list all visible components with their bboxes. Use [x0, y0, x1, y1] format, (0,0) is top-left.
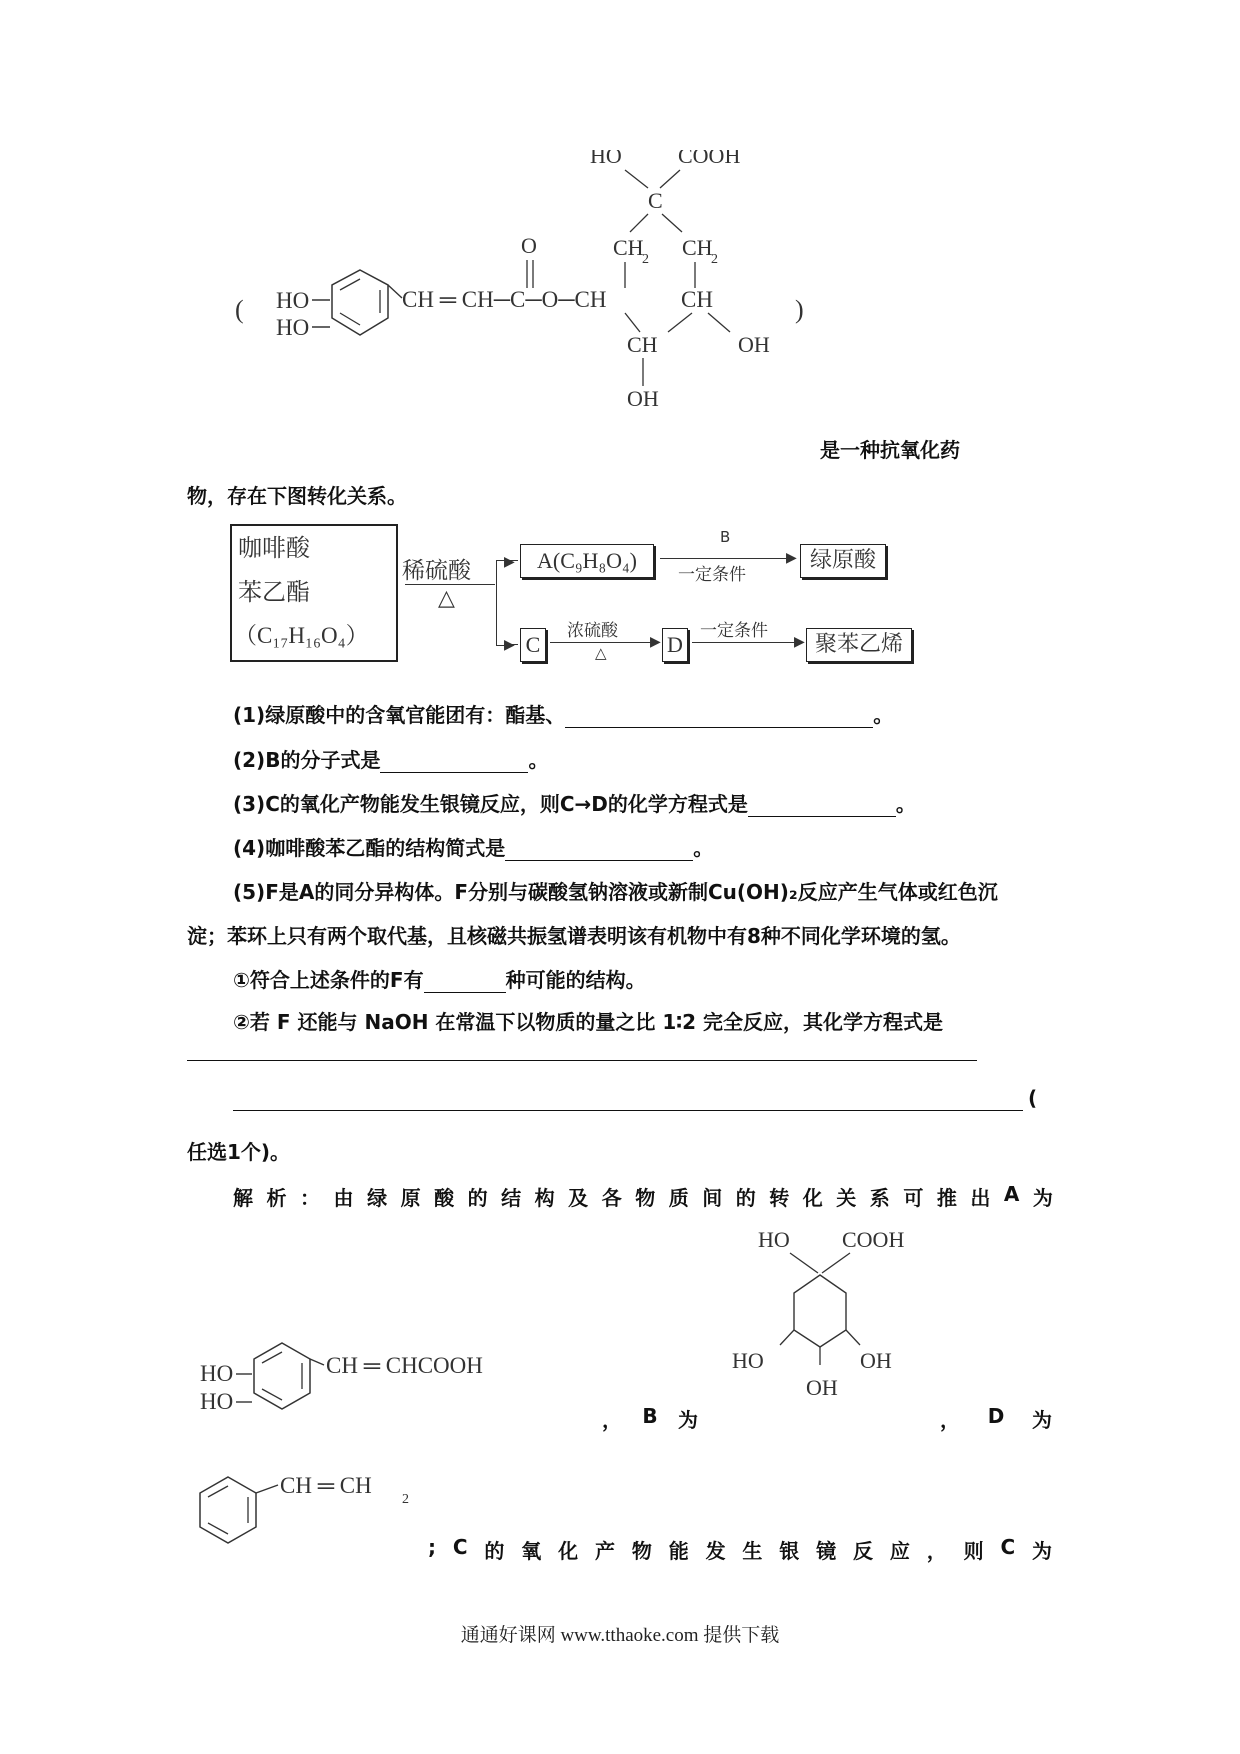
- question-5-line1: (5)F是A的同分异构体。F分别与碳酸氢钠溶液或新制Cu(OH)₂反应产生气体或红色沉: [233, 880, 998, 904]
- svg-text:2: 2: [711, 252, 718, 267]
- svg-text:HO: HO: [732, 1348, 764, 1373]
- svg-text:COOH: COOH: [842, 1227, 905, 1252]
- structure-lvyuansuan: [230, 150, 930, 460]
- answer-blank[interactable]: [380, 752, 528, 773]
- svg-text:2: 2: [642, 252, 649, 267]
- reactant-name-1: 咖啡酸: [238, 534, 310, 562]
- analysis-b-label: ， B 为: [602, 1404, 698, 1432]
- intro-line1-end: 是一种抗氧化药: [820, 438, 960, 462]
- svg-text:OH: OH: [860, 1348, 892, 1373]
- answer-line[interactable]: [233, 1090, 1023, 1111]
- svg-text:CH ═ CH: CH ═ CH: [280, 1473, 372, 1498]
- ch-right: CH: [681, 287, 713, 312]
- answer-blank[interactable]: [505, 840, 693, 861]
- c-center: C: [648, 188, 663, 213]
- product-a-box: A(C₉H₈O₄): [520, 544, 654, 578]
- question-5-line2: 淀；苯环上只有两个取代基，且核磁共振氢谱表明该有机物中有8种不同化学环境的氢。: [187, 924, 961, 948]
- svg-text:HO: HO: [200, 1361, 234, 1386]
- svg-text:HO: HO: [200, 1389, 234, 1414]
- product-c-box: C: [520, 628, 546, 662]
- ch-bottom: CH: [627, 332, 658, 357]
- oh-bottom: OH: [627, 386, 659, 411]
- ho-label: HO: [276, 288, 310, 313]
- reagent-dilute-acid: 稀硫酸: [402, 558, 471, 584]
- ho-top: HO: [590, 150, 622, 168]
- ho-label: HO: [276, 315, 310, 340]
- answer-blank[interactable]: [565, 707, 873, 728]
- svg-text:HO: HO: [758, 1227, 790, 1252]
- analysis-c-line: ; C 的 氧 化 产 物 能 发 生 银 镜 反 应 ， 则 C 为: [428, 1535, 1052, 1563]
- reactant-formula: （C₁₇H₁₆O₄）: [234, 623, 369, 648]
- cooh-top: COOH: [678, 150, 741, 168]
- paren-open: (: [235, 295, 244, 324]
- reagent-conc-acid: 浓硫酸: [567, 621, 618, 641]
- cyclohexane-ring: [794, 1275, 846, 1347]
- question-3: (3)C的氧化产物能发生银镜反应，则C→D的化学方程式是 。: [233, 792, 916, 816]
- question-2: (2)B的分子式是 。: [233, 748, 549, 772]
- reactant-box: [230, 524, 398, 662]
- reaction-scheme: 咖啡酸 苯乙酯 （C₁₇H₁₆O₄） 稀硫酸 △ ▶ ▶ A(C₉H₈O₄) B ▶ 一定条件 绿原酸 C 浓硫酸 ▶ △ D 一定条件 ▶ 聚苯乙烯: [230, 524, 920, 674]
- answer-line[interactable]: [187, 1040, 977, 1061]
- any-one-note: 任选1个)。: [187, 1140, 291, 1164]
- oh-right: OH: [738, 332, 770, 357]
- reactant-name-2: 苯乙酯: [238, 578, 310, 606]
- heat-symbol: △: [595, 644, 607, 662]
- answer-blank[interactable]: [424, 972, 506, 993]
- question-4: (4)咖啡酸苯乙酯的结构简式是 。: [233, 836, 714, 860]
- question-1: (1)绿原酸中的含氧官能团有：酯基、 。: [233, 703, 894, 727]
- svg-text:OH: OH: [806, 1375, 838, 1400]
- intro-line2: 物，存在下图转化关系。: [187, 484, 407, 508]
- ch2-left: CH: [613, 235, 644, 260]
- structure-a: [190, 1325, 570, 1435]
- ester-chain: CH ═ CH─C─O─CH: [402, 287, 607, 312]
- analysis-d-label: ， D 为: [940, 1404, 1052, 1432]
- paren-open: (: [1028, 1086, 1038, 1110]
- paren-close: ): [795, 295, 804, 324]
- analysis-line1: 解 析 ： 由 绿 原 酸 的 结 构 及 各 物 质 间 的 转 化 关 系 可 推 出 A 为: [233, 1182, 1053, 1210]
- structure-d: [190, 1465, 450, 1555]
- carbonyl-o: O: [521, 233, 537, 258]
- question-5-sub1: ①符合上述条件的F有 种可能的结构。: [233, 968, 646, 992]
- svg-text:2: 2: [402, 1492, 409, 1507]
- question-5-sub2: ②若 F 还能与 NaOH 在常温下以物质的量之比 1∶2 完全反应，其化学方程式是: [233, 1010, 944, 1034]
- answer-blank[interactable]: [748, 796, 896, 817]
- svg-text:CH ═ CHCOOH: CH ═ CHCOOH: [326, 1353, 483, 1378]
- ch2-right: CH: [682, 235, 713, 260]
- condition-1: 一定条件: [678, 565, 746, 585]
- reagent-b: B: [720, 528, 731, 546]
- structure-b: [720, 1225, 940, 1415]
- product-polystyrene-box: 聚苯乙烯: [806, 628, 912, 662]
- product-d-box: D: [662, 628, 688, 662]
- footer-text: 通通好课网 www.tthaoke.com 提供下载: [460, 1625, 780, 1646]
- product-lvyuansuan-box: 绿原酸: [800, 544, 886, 578]
- condition-2: 一定条件: [700, 621, 768, 641]
- heat-symbol: △: [438, 586, 455, 611]
